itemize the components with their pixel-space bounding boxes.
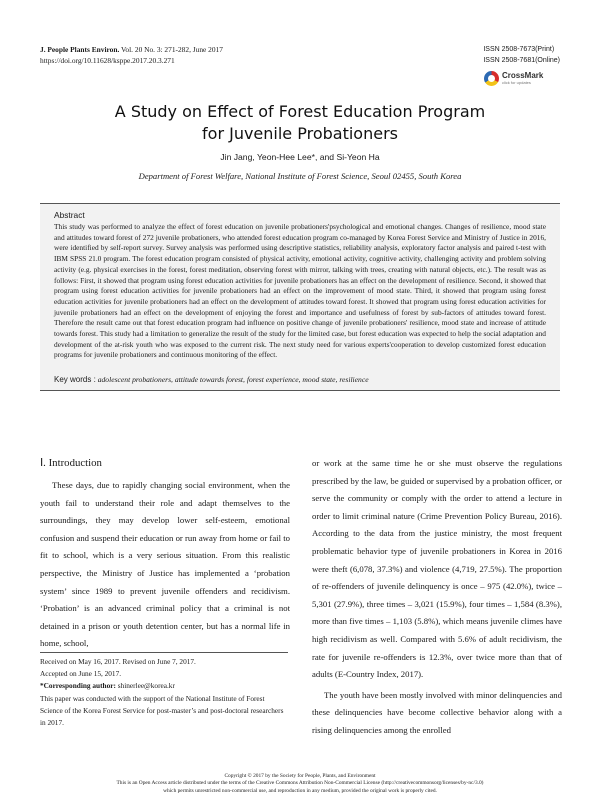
issn-block (483, 44, 560, 66)
crossmark-label: CrossMark (502, 71, 544, 80)
copyright-line: Copyright © 2017 by the Society for People, Plants, and Environment (224, 773, 376, 779)
affiliation: Department of Forest Welfare, National Institute of Forest Science, Seoul 02455, South Korea (138, 171, 462, 181)
body-column-left (40, 455, 290, 653)
journal-header (40, 44, 223, 66)
keywords-values: adolescent probationers, attitude towards forest, forest experience, mood state, resilience (97, 375, 369, 385)
abstract-heading: Abstract (54, 210, 85, 220)
page-footer (0, 773, 600, 795)
license-line-1: This is an Open Access article distributed under the terms of the Creative Commons Attribution Non-Commercial License (http://creativecommonsorg/licenses/by-nc/3.0) (116, 780, 484, 787)
intro-paragraph-1-continued: or work at the same time he or she must observe the regulations prescribed by the law, be guided or supervised by a probation officer, or serve the community or comply with the order to attend a lecture in order to limit criminal nature (Crime Prevention Policy Bureau, 2016). According to the data from the justice ministry, the most frequent problematic behavior type of juvenile probationers in Korea in 2016 were theft (6,078, 37.3%) and violence (4,719, 27.5%). The proportion of re-offenders of juvenile delinquency is once – 975 (42.0%), twice – 5,301 (27.9%), three times – 3,021 (15.9%), four times – 1,584 (8.3%), more than five times – 1,103 (5.8%), which means juvenile climes have high recidivism as well. Compared with 5.6% of adult recidivism, the rate for juvenile re-offenders is 12.3%, over twice more than that of adults (E-Country Index, 2017). (312, 458, 562, 680)
corresponding-label: *Corresponding author: (40, 681, 116, 691)
intro-paragraph-1: These days, due to rapidly changing social environment, when the youth fail to understand their role and adapt themselves to the surroundings, they may develop lower self-esteem, emotional confusion and suspend their education or run away from home or fail to fit to school, which is a very serious situation. From this realistic perspective, the Ministry of Justice has implemented a ‘probation system’ since 1989 to prevent juvenile offenders and recidivism. ‘Probation’ is an advanced criminal policy that a criminal is not detained in a prison or youth detention center, but has a normal life in home, school, (40, 480, 290, 649)
issn-print: ISSN 2508-7673(Print) (483, 46, 555, 53)
crossmark-sublabel: click for updates (502, 80, 531, 85)
issn-online: ISSN 2508-7681(Online) (483, 57, 560, 64)
corresponding-email[interactable]: shinerlee@korea.kr (117, 681, 175, 691)
section-heading-introduction: Ⅰ. Introduction (40, 457, 102, 469)
journal-name: J. People Plants Environ. (40, 45, 120, 54)
received-date: Received on May 16, 2017. Revised on June 7, 2017. (40, 657, 196, 666)
corresponding-author (40, 680, 288, 692)
author-list: Jin Jang, Yeon-Hee Lee*, and Si-Yeon Ha (220, 152, 380, 162)
accepted-date: Accepted on June 15, 2017. (40, 669, 122, 679)
abstract-box (40, 203, 560, 391)
title-line-2: for Juvenile Probationers (202, 124, 398, 143)
funding-note: This paper was conducted with the support of the National Institute of Forest Science of the Korea Forest Service for post-master’s and post-doctoral researchers in 2017. (40, 693, 284, 728)
intro-paragraph-2: The youth have been mostly involved with minor delinquencies and these delinquencies have become collective behavior along with a rising delinquencies among the enrolled (312, 689, 562, 735)
license-line-2: which permits unrestricted non-commercial use, and reproduction in any medium, provided the original work is properly cited. (163, 787, 437, 794)
title-line-1: A Study on Effect of Forest Education Program (114, 102, 486, 121)
article-footnote (40, 652, 288, 729)
abstract-text: This study was performed to analyze the effect of forest education on juvenile probationers'psychological and emotional changes. Changes of resilience, mood state and attitudes toward forest of 272 juvenile probationers, who attended forest education program co-managed by Korea Forest Service and Ministry of Justice in 2016, were identified by self-report survey. Survey analysis was performed using descriptive statistics, reliability analysis, exploratory factor analysis and paired t-test with IBM SPSS 21.0 program. The forest education program consisted of physical activity, emotional activity, cognitive activity, challenging activity and problem solving activity (e.g. physical exercises in the forest, forest meditation, observing forest with mirror, talking with trees, creating with natural objects, etc.). The result was as follows: First, it showed that program using forest education activities for juvenile probationers has an effect on the development of resilience. Second, it showed that program using forest education activities for juvenile probationers had an effect on the improvement of mood state. Third, it showed that program using forest education activities for juvenile probationers had an effect on the development of attitudes toward forest. It showed that program using forest education activities for juvenile probationers had an effect on the development of enjoying the forest and importance and usefulness of forest by sub-factors of attitudes toward forest. Therefore the result came out that forest education program had influence on positive change of juvenile probationers' resilience, mood state and increase of attitude towards forest. This study had a limitation to generalize the result of the study for the limited case, but forest education was expected to help the social adaptation and development of the at-risk youth who was exposed to the current risk. The next study need for various experts'cooperation to develop customized forest education programs for juvenile probationers and continuous monitoring of the effect. (54, 222, 546, 360)
keywords-line (54, 375, 546, 384)
crossmark-badge[interactable] (484, 71, 543, 86)
crossmark-icon (484, 71, 499, 86)
volume-info: Vol. 20 No. 3: 271-282, June 2017 (121, 45, 223, 54)
doi-link[interactable]: https://doi.org/10.11628/ksppe.2017.20.3.271 (40, 56, 175, 65)
paper-title (0, 101, 600, 145)
body-column-right (312, 455, 562, 740)
keywords-label: Key words : (54, 375, 96, 385)
